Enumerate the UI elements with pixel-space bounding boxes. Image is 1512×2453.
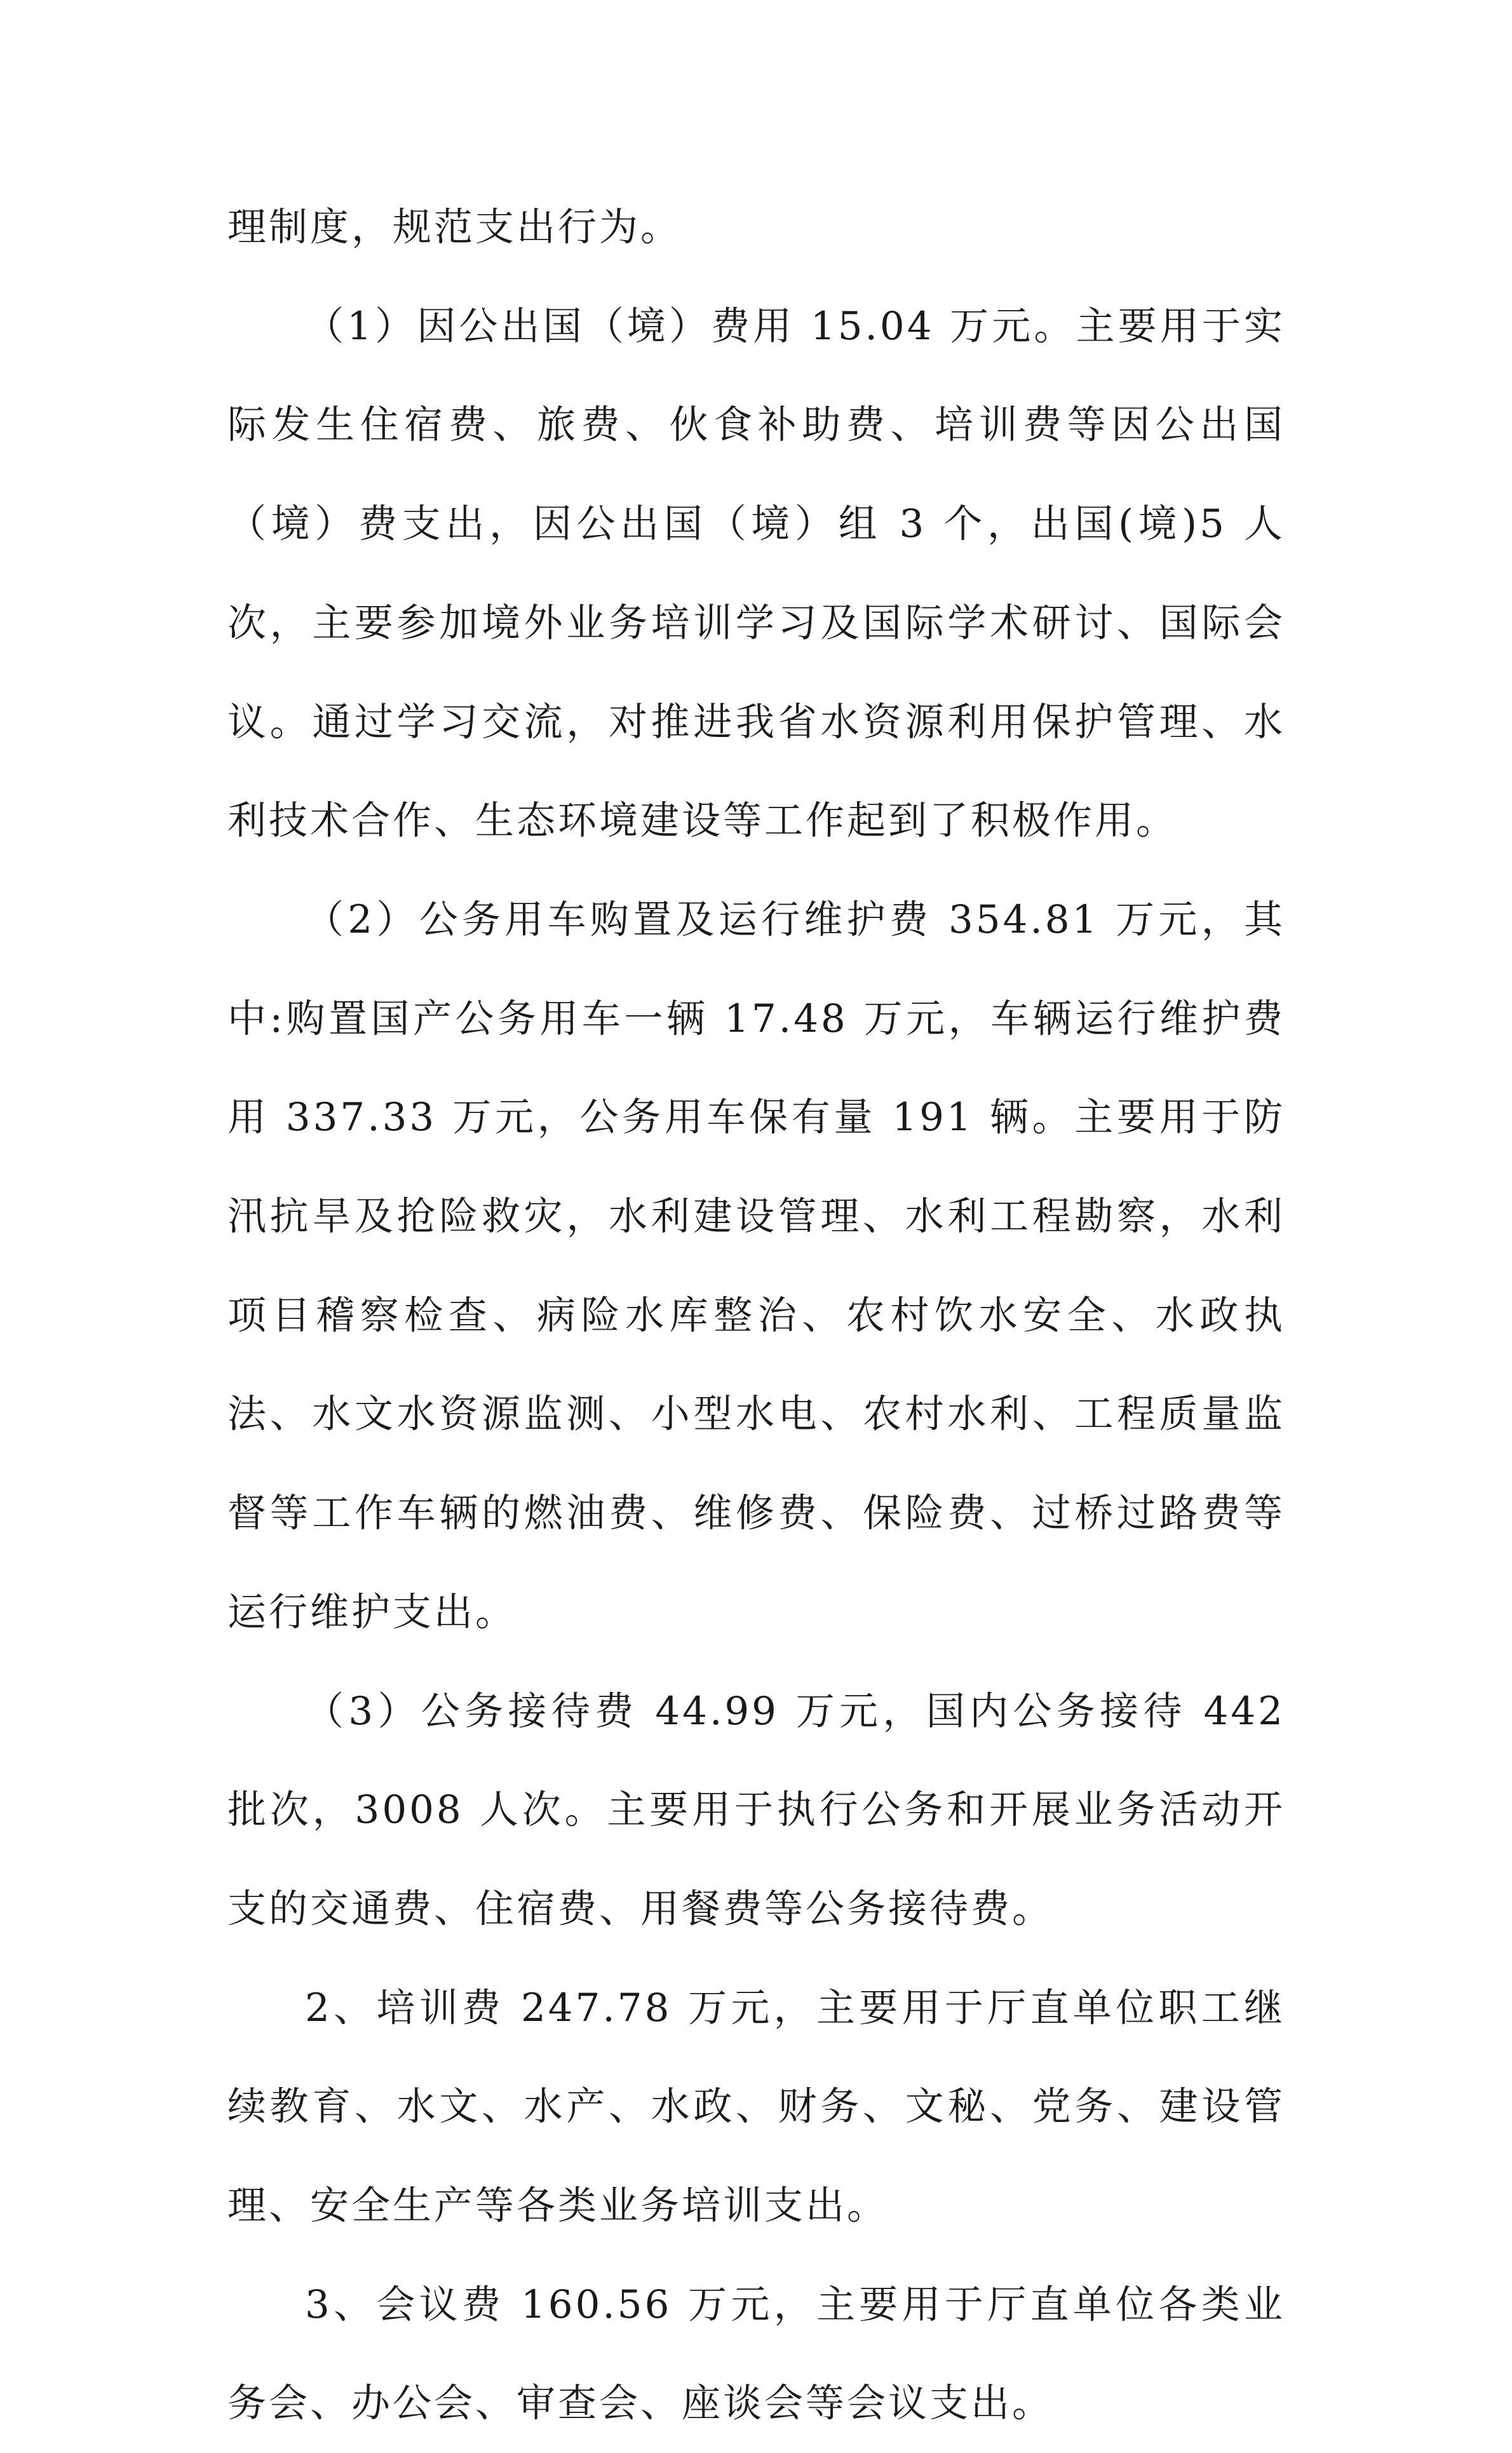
paragraph-official-reception: （3）公务接待费 44.99 万元，国内公务接待 442 批次，3008 人次。主要用于执行公务和开展业务活动开支的交通费、住宿费、用餐费等公务接待费。: [227, 1688, 1285, 1931]
paragraph-continuation: 理制度，规范支出行为。: [227, 205, 682, 250]
paragraph-meeting-fees: 3、会议费 160.56 万元，主要用于厅直单位各类业务会、办公会、审查会、座谈会等会议支出。: [227, 2281, 1285, 2426]
paragraph-overseas-travel: （1）因公出国（境）费用 15.04 万元。主要用于实际发生住宿费、旅费、伙食补助费、培训费等因公出国（境）费支出，因公出国（境）组 3 个，出国(境)5 人次，主要参加境外业务培训学习及国际学术研讨、国际会议。通过学习交流，对推进我省水资源利用保护管理、水利技术合作、生态环境建设等工作起到了积极作用。: [227, 303, 1285, 844]
document-body: [227, 178, 1285, 2453]
paragraph-training-fees: 2、培训费 247.78 万元，主要用于厅直单位职工继续教育、水文、水产、水政、财务、文秘、党务、建设管理、安全生产等各类业务培训支出。: [227, 1985, 1285, 2229]
paragraph-official-vehicles: （2）公务用车购置及运行维护费 354.81 万元，其中:购置国产公务用车一辆 17.48 万元，车辆运行维护费用 337.33 万元，公务用车保有量 191 辆。主要用于防汛抗旱及抢险救灾，水利建设管理、水利工程勘察，水利项目稽察检查、病险水库整治、农村饮水安全、水政执法、水文水资源监测、小型水电、农村水利、工程质量监督等工作车辆的燃油费、维修费、保险费、过桥过路费等运行维护支出。: [227, 896, 1285, 1635]
